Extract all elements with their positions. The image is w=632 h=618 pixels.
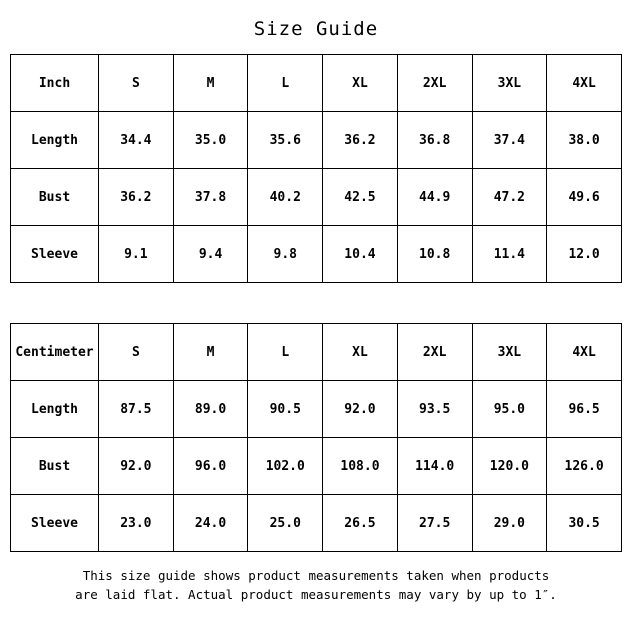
column-header: XL xyxy=(323,55,398,112)
column-header: 2XL xyxy=(397,55,472,112)
measurement-value: 44.9 xyxy=(397,169,472,226)
column-header: L xyxy=(248,55,323,112)
footnote-line-1: This size guide shows product measurements taken when products xyxy=(82,568,550,583)
measurement-value: 126.0 xyxy=(547,438,622,495)
page-title: Size Guide xyxy=(253,18,379,40)
table-row xyxy=(11,112,622,169)
measurement-value: 10.4 xyxy=(323,226,398,283)
measurement-value: 37.8 xyxy=(173,169,248,226)
measurement-value: 34.4 xyxy=(99,112,174,169)
table-header-row xyxy=(11,324,622,381)
measurement-value: 29.0 xyxy=(472,495,547,552)
table-divider xyxy=(0,283,632,323)
measurement-value: 36.8 xyxy=(397,112,472,169)
column-header: XL xyxy=(323,324,398,381)
unit-label-inch: Inch xyxy=(11,55,99,112)
measurement-value: 89.0 xyxy=(173,381,248,438)
row-label: Length xyxy=(11,112,99,169)
column-header: 3XL xyxy=(472,55,547,112)
column-header: M xyxy=(173,55,248,112)
measurement-value: 114.0 xyxy=(397,438,472,495)
measurement-value: 120.0 xyxy=(472,438,547,495)
measurement-value: 24.0 xyxy=(173,495,248,552)
measurement-value: 35.6 xyxy=(248,112,323,169)
size-table-inch xyxy=(10,54,622,283)
column-header: 4XL xyxy=(547,324,622,381)
row-label: Sleeve xyxy=(11,226,99,283)
measurement-value: 47.2 xyxy=(472,169,547,226)
measurement-value: 25.0 xyxy=(248,495,323,552)
table-row xyxy=(11,169,622,226)
measurement-value: 10.8 xyxy=(397,226,472,283)
measurement-value: 96.0 xyxy=(173,438,248,495)
row-label: Length xyxy=(11,381,99,438)
measurement-value: 95.0 xyxy=(472,381,547,438)
column-header: 2XL xyxy=(397,324,472,381)
measurement-value: 37.4 xyxy=(472,112,547,169)
measurement-value: 102.0 xyxy=(248,438,323,495)
footnote-line-2: are laid flat. Actual product measurements may vary by up to 1″. xyxy=(75,587,557,603)
measurement-value: 26.5 xyxy=(323,495,398,552)
measurement-value: 36.2 xyxy=(99,169,174,226)
measurement-value: 49.6 xyxy=(547,169,622,226)
table-row xyxy=(11,226,622,283)
measurement-value: 9.4 xyxy=(173,226,248,283)
measurement-value: 35.0 xyxy=(173,112,248,169)
column-header: S xyxy=(99,55,174,112)
column-header: S xyxy=(99,324,174,381)
table-row xyxy=(11,495,622,552)
unit-label-centimeter: Centimeter xyxy=(11,324,99,381)
row-label: Sleeve xyxy=(11,495,99,552)
measurement-value: 40.2 xyxy=(248,169,323,226)
measurement-value: 92.0 xyxy=(99,438,174,495)
table-row xyxy=(11,381,622,438)
measurement-value: 42.5 xyxy=(323,169,398,226)
measurement-value: 23.0 xyxy=(99,495,174,552)
measurement-value: 27.5 xyxy=(397,495,472,552)
measurement-value: 30.5 xyxy=(547,495,622,552)
measurement-value: 96.5 xyxy=(547,381,622,438)
column-header: L xyxy=(248,324,323,381)
measurement-value: 108.0 xyxy=(323,438,398,495)
table-row xyxy=(11,438,622,495)
column-header: 4XL xyxy=(547,55,622,112)
column-header: M xyxy=(173,324,248,381)
measurement-value: 36.2 xyxy=(323,112,398,169)
measurement-value: 38.0 xyxy=(547,112,622,169)
measurement-value: 12.0 xyxy=(547,226,622,283)
measurement-value: 93.5 xyxy=(397,381,472,438)
footnote xyxy=(0,552,632,605)
table-header-row xyxy=(11,55,622,112)
size-table-centimeter xyxy=(10,323,622,552)
measurement-value: 87.5 xyxy=(99,381,174,438)
row-label: Bust xyxy=(11,438,99,495)
column-header: 3XL xyxy=(472,324,547,381)
measurement-value: 90.5 xyxy=(248,381,323,438)
row-label: Bust xyxy=(11,169,99,226)
measurement-value: 92.0 xyxy=(323,381,398,438)
measurement-value: 11.4 xyxy=(472,226,547,283)
measurement-value: 9.1 xyxy=(99,226,174,283)
measurement-value: 9.8 xyxy=(248,226,323,283)
